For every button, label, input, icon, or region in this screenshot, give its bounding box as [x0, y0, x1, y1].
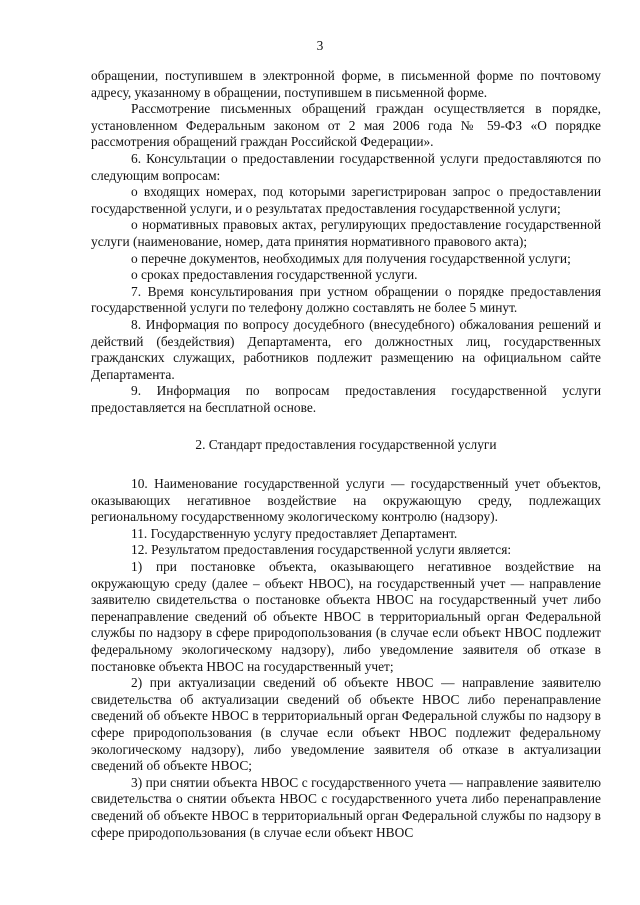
list-item: о нормативных правовых актах, регулирующих предоставление государственной услуги (наименование, номер, дата принятия нормативного правового акта);	[91, 217, 601, 249]
list-item: о сроках предоставления государственной услуги.	[131, 267, 418, 283]
paragraph: 8. Информация по вопросу досудебного (внесудебного) обжалования решений и действий (бездействия) Департамента, его должностных лиц, государственных гражданских служащих, работников подлежит размещению на официальном сайте Департамента.	[91, 316, 601, 382]
paragraph: обращении, поступившем в электронной форме, в письменной форме по почтовому адресу, указанному в обращении, поступившем в письменной форме.	[91, 68, 601, 100]
paragraph: 12. Результатом предоставления государственной услуги является:	[131, 542, 512, 558]
paragraph: 6. Консультации о предоставлении государственной услуги предоставляются по следующим вопросам:	[91, 150, 601, 183]
paragraph: 10. Наименование государственной услуги — государственный учет объектов, оказывающих негативное воздействие на окружающую среду, подлежащих региональному государственному экологическому контролю (надзору).	[91, 476, 601, 525]
paragraph: 11. Государственную услугу предоставляет Департамент.	[131, 525, 458, 541]
list-item: 1) при постановке объекта, оказывающего негативное воздействие на окружающую среду (далее – объект НВОС), на государственный учет — направление заявителю свидетельства о постановке объекта НВОС на государственный учет либо перенаправление сведений об объекте НВОС в территориальный орган Федеральной службы по надзору в сфере природопользования (в случае если объект НВОС подлежит федеральному экологическому надзору), либо уведомление заявителя об отказе в постановке объекта НВОС на государственный учет;	[91, 559, 601, 674]
page-body	[91, 68, 601, 841]
paragraph: 7. Время консультирования при устном обращении о порядке предоставления государственной услуги по телефону должно составлять не более 5 минут.	[91, 283, 601, 316]
section-heading: 2. Стандарт предоставления государственной услуги	[195, 437, 497, 453]
list-item: 3) при снятии объекта НВОС с государственного учета — направление заявителю свидетельства о снятии объекта НВОС с государственного учета либо перенаправление сведений об объекте НВОС в территориальный орган Федеральной службы по надзору в сфере природопользования (в случае если объект НВОС	[91, 774, 601, 840]
paragraph: Рассмотрение письменных обращений граждан осуществляется в порядке, установленном Федеральным законом от 2 мая 2006 года № 59-ФЗ «О порядке рассмотрения обращений граждан Российской Федерации».	[91, 101, 601, 150]
page-number: 3	[316, 38, 324, 53]
list-item: о входящих номерах, под которыми зарегистрирован запрос о предоставлении государственной услуги, и о результатах предоставления государственной услуги;	[91, 184, 601, 216]
paragraph: 9. Информация по вопросам предоставления государственной услуги предоставляется на бесплатной основе.	[91, 383, 601, 415]
list-item: о перечне документов, необходимых для получения государственной услуги;	[131, 250, 571, 266]
list-item: 2) при актуализации сведений об объекте НВОС — направление заявителю свидетельства об актуализации сведений об объекте НВОС либо перенаправление сведений об объекте НВОС в территориальный орган Федеральной службы по надзору в сфере природопользования (в случае если объект НВОС подлежит федеральному экологическому надзору), либо уведомление заявителя об отказе в актуализации сведений об объекте НВОС;	[91, 675, 601, 774]
